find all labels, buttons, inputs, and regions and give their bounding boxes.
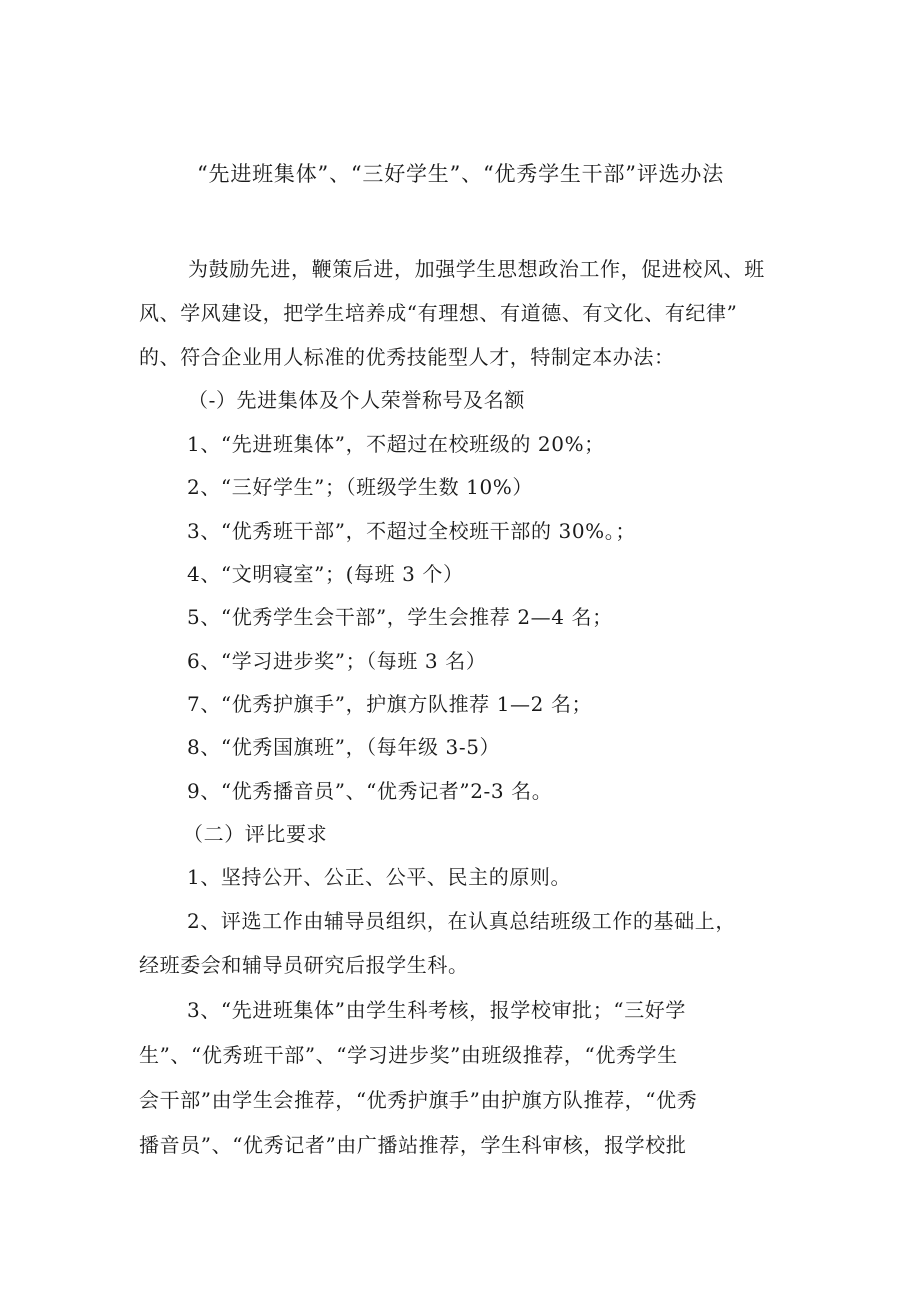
intro-line-1: 为鼓励先进，鞭策后进，加强学生思想政治工作，促进校风、班: [188, 257, 765, 281]
section2-item-2-line-2: 经班委会和辅导员研究后报学生科。: [139, 953, 469, 977]
section1-item-8: 8、“优秀国旗班”，（每年级 3-5）: [187, 735, 501, 759]
section1-item-5: 5、“优秀学生会干部”，学生会推荐 2—4 名；: [187, 605, 613, 629]
section2-item-3-line-1: 3、“先进班集体”由学生科考核，报学校审批；“三好学: [187, 998, 686, 1022]
section1-item-9: 9、“优秀播音员”、“优秀记者”2-3 名。: [187, 779, 553, 803]
intro-line-2: 风、学风建设，把学生培养成“有理想、有道德、有文化、有纪律”: [139, 301, 738, 325]
section1-item-4: 4、“文明寝室”；(每班 3 个）: [187, 562, 464, 586]
section2-item-1: 1、坚持公开、公正、公平、民主的原则。: [187, 865, 572, 889]
section1-item-3: 3、“优秀班干部”，不超过全校班干部的 30%。；: [187, 519, 636, 543]
section1-item-1: 1、“先进班集体”，不超过在校班级的 20%；: [187, 432, 605, 456]
section2-item-3-line-2: 生”、“优秀班干部”、“学习进步奖”由班级推荐，“优秀学生: [139, 1043, 678, 1067]
document-title: “先进班集体”、“三好学生”、“优秀学生干部”评选办法: [197, 162, 725, 186]
section2-item-3-line-4: 播音员”、“优秀记者”由广播站推荐，学生科审核，报学校批: [139, 1133, 687, 1157]
section1-heading: （-）先进集体及个人荣誉称号及名额: [188, 388, 525, 412]
intro-line-3: 的、符合企业用人标准的优秀技能型人才，特制定本办法：: [139, 345, 675, 369]
section1-item-2: 2、“三好学生”；（班级学生数 10%）: [187, 475, 533, 499]
section2-item-2-line-1: 2、评选工作由辅导员组织，在认真总结班级工作的基础上，: [187, 909, 736, 933]
section1-item-6: 6、“学习进步奖”；（每班 3 名）: [187, 649, 487, 673]
section1-item-7: 7、“优秀护旗手”，护旗方队推荐 1—2 名；: [187, 692, 593, 716]
section2-item-3-line-3: 会干部”由学生会推荐，“优秀护旗手”由护旗方队推荐，“优秀: [139, 1088, 698, 1112]
section2-heading: （二）评比要求: [183, 822, 328, 846]
